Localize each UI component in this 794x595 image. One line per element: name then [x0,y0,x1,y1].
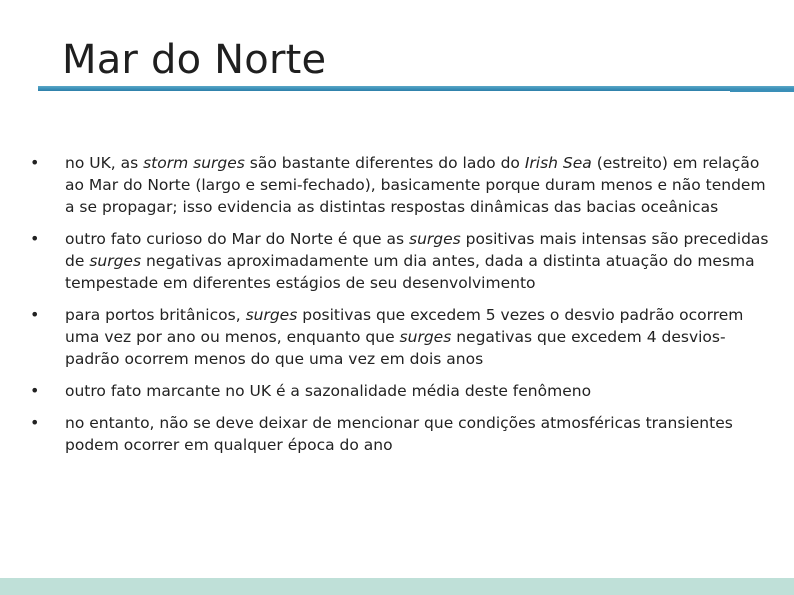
bullet-seg: são bastante diferentes do lado do [244,154,525,172]
bullet-dot-icon: • [30,153,40,172]
bullet-dot-icon: • [30,305,40,324]
bullet-seg-italic: surges [245,306,298,324]
bullet-item [30,304,770,370]
bullet-seg: positivas mais intensas são precedidas de [65,230,769,270]
footer-bar [0,578,794,595]
bullet-seg: positivas que excedem 5 vezes o desvio padrão ocorrem uma vez por ano ou menos, enquanto que [65,306,744,346]
bullet-seg-italic: storm surges [143,154,245,172]
bullet-seg: no UK, as [65,154,144,172]
bullet-item [30,380,770,402]
slide-title: Mar do Norte [62,37,327,83]
bullet-list [30,152,770,466]
bullet-seg: (estreito) em relação ao Mar do Norte (largo e semi-fechado), basicamente porque duram menos e não tendem a se propagar; isso evidencia as distintas respostas dinâmicas das bacias oceânicas [65,154,766,216]
bullet-seg-italic: Irish Sea [524,154,592,172]
bullet-seg: negativas aproximadamente um dia antes, dada a distinta atuação do mesma tempestade em diferentes estágios de seu desenvolvimento [65,252,755,292]
bullet-item [30,412,770,456]
title-underline-accent [730,89,794,92]
bullet-seg-italic: surges [89,252,142,270]
bullet-seg-italic: surges [399,328,452,346]
bullet-seg: outro fato curioso do Mar do Norte é que as [65,230,410,248]
bullet-seg-italic: surges [409,230,461,248]
bullet-dot-icon: • [30,381,40,400]
bullet-item [30,228,770,294]
bullet-seg: negativas que excedem 4 desvios-padrão ocorrem menos do que uma vez em dois anos [65,328,726,368]
bullet-item [30,152,770,218]
bullet-seg: no entanto, não se deve deixar de mencionar que condições atmosféricas transientes podem ocorrer em qualquer época do ano [65,414,733,454]
bullet-seg: para portos britânicos, [65,306,246,324]
title-underline [38,86,794,91]
bullet-dot-icon: • [30,229,40,248]
bullet-dot-icon: • [30,413,40,432]
bullet-seg: outro fato marcante no UK é a sazonalidade média deste fenômeno [65,382,592,400]
